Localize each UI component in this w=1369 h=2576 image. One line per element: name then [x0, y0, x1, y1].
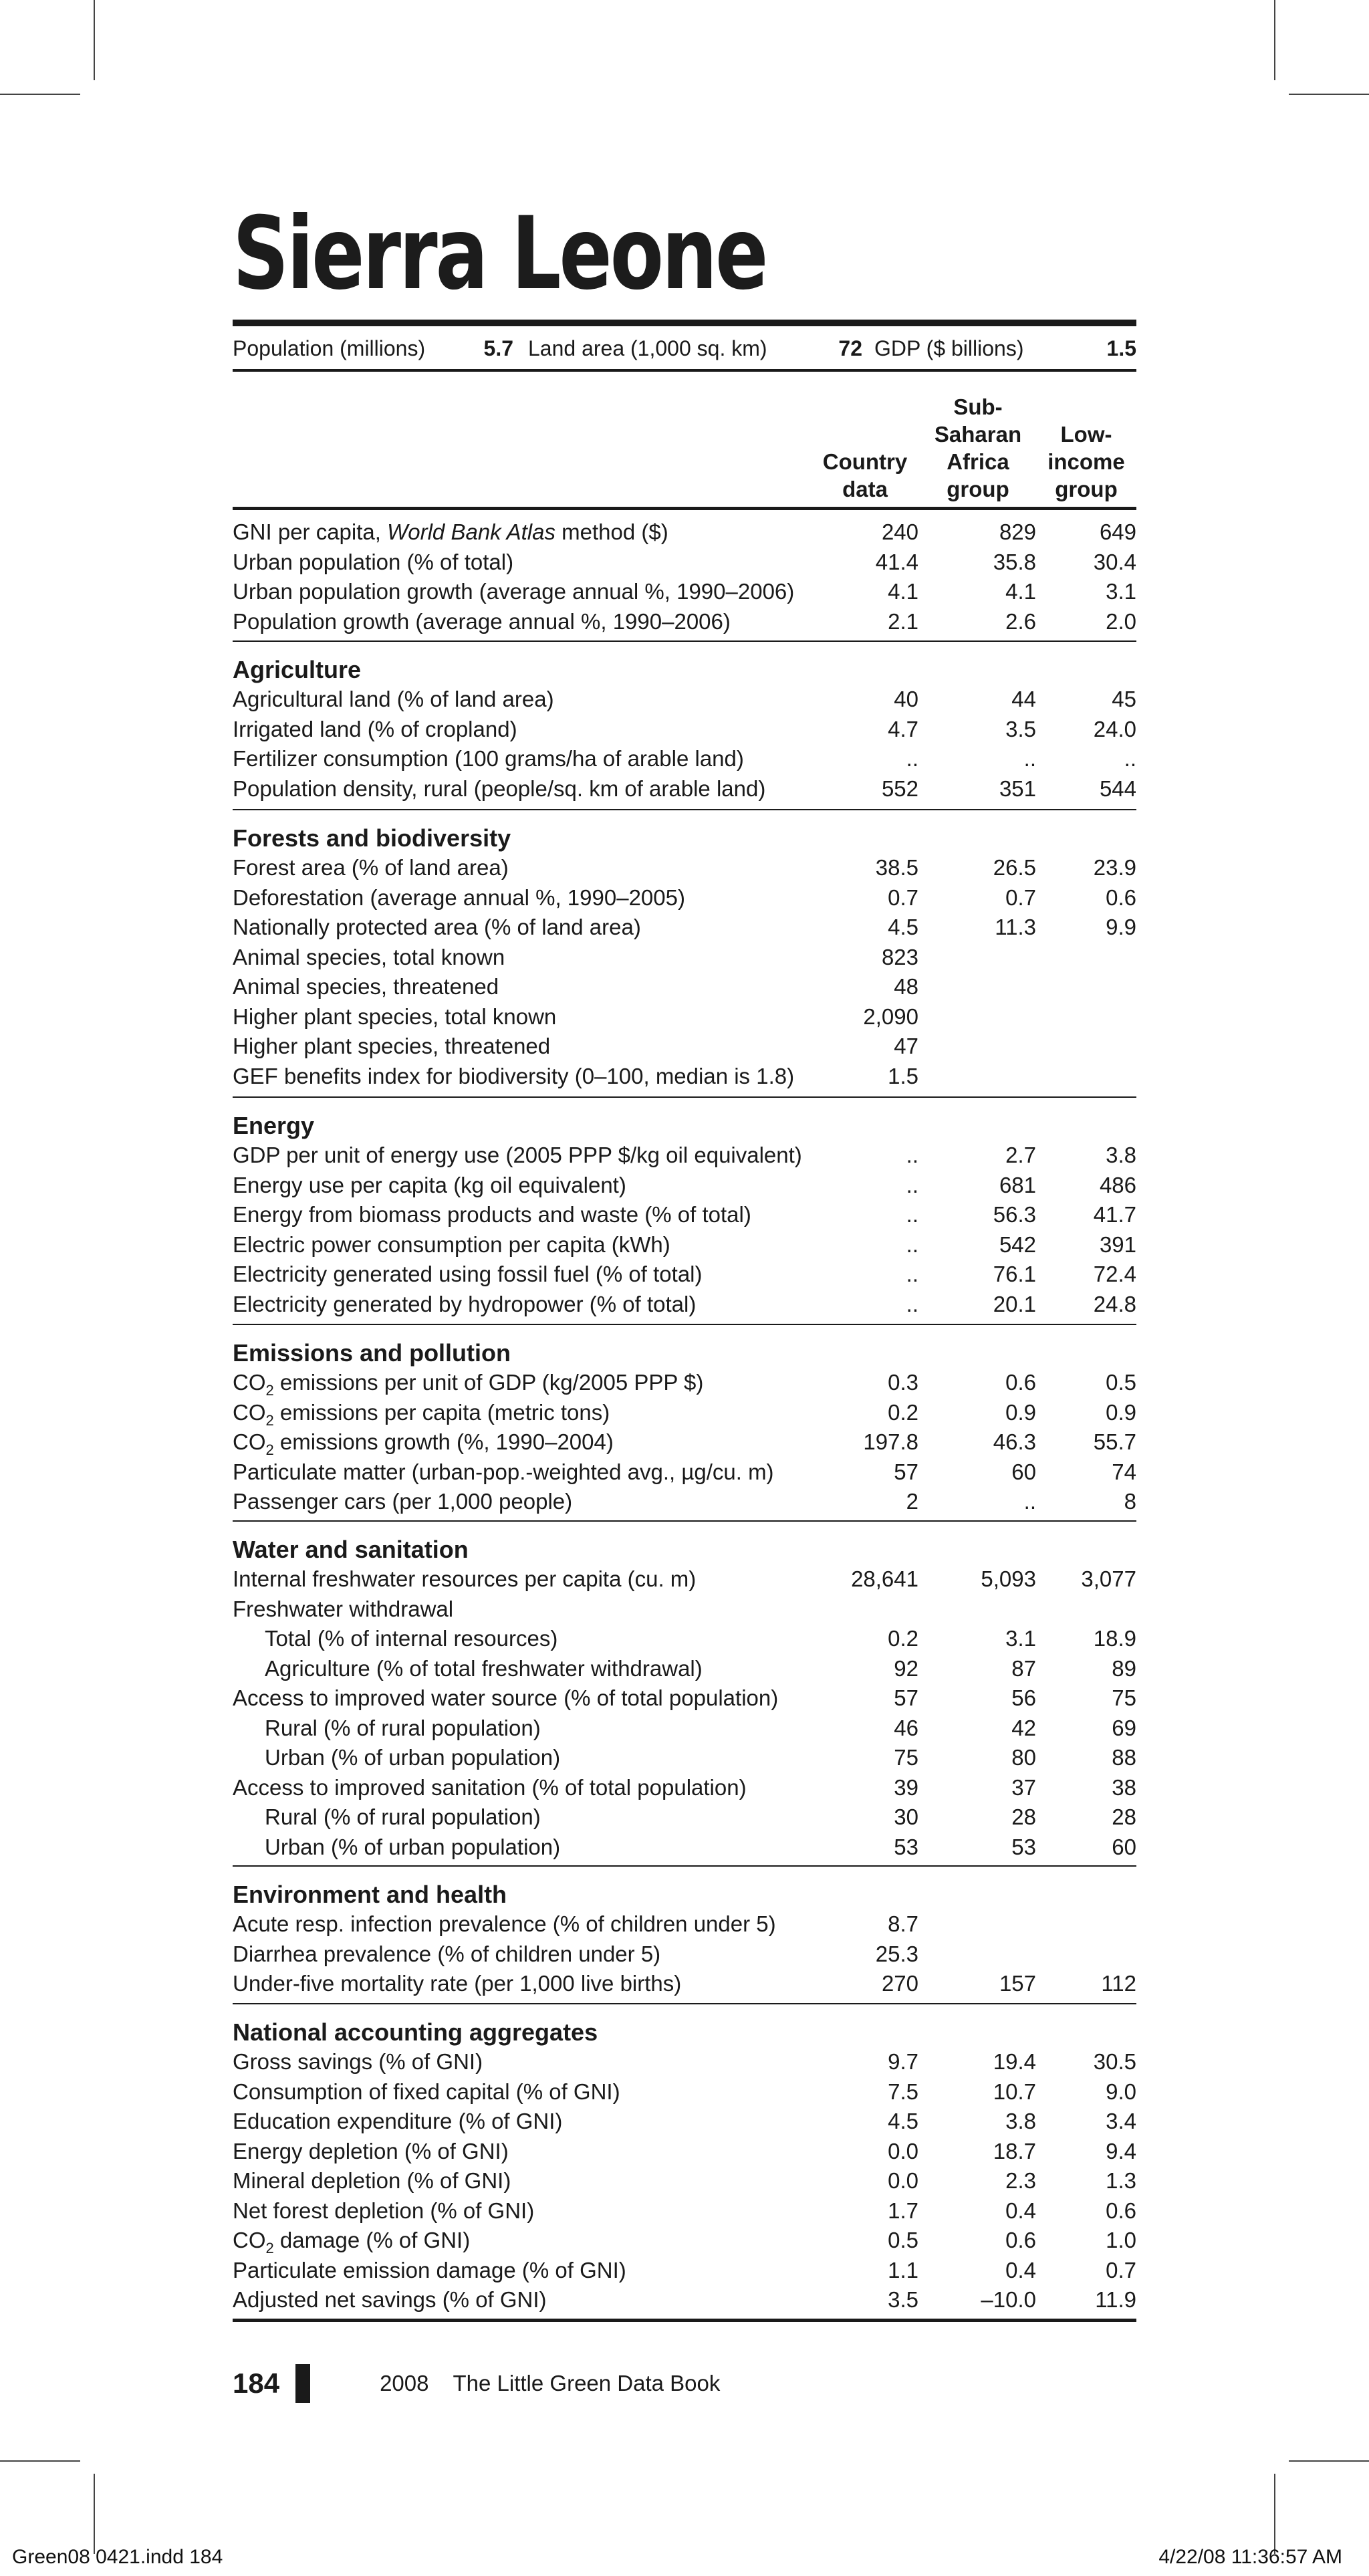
table-row: Forest area (% of land area) 38.5 26.5 23.9 — [233, 855, 1136, 880]
top-rule — [233, 320, 1136, 326]
section-title: Agriculture — [233, 656, 362, 683]
section-title: Water and sanitation — [233, 1536, 469, 1563]
section-general — [233, 517, 1136, 636]
table-row: Total (% of internal resources) 0.2 3.1 18.9 — [265, 1626, 1136, 1651]
print-slug-date: 4/22/08 11:36:57 AM — [1158, 2546, 1342, 2568]
table-row: Access to improved water source (% of total population) 57 56 75 — [233, 1685, 1136, 1710]
section-emissions — [233, 1324, 1136, 1517]
crop-mark — [1274, 2474, 1275, 2554]
table-row: Rural (% of rural population) 46 42 69 — [265, 1715, 1136, 1740]
summary-bar — [233, 329, 1136, 368]
table-row: Passenger cars (per 1,000 people) 2 .. 8 — [233, 1489, 1136, 1514]
table-row: Under-five mortality rate (per 1,000 live births) 270 157 112 — [233, 1971, 1136, 1996]
table-row: Deforestation (average annual %, 1990–2005) 0.7 0.7 0.6 — [233, 885, 1136, 910]
land-area-value: 72 — [838, 336, 862, 360]
table-row: GNI per capita, World Bank Atlas method ($) 240 829 649 — [233, 519, 1136, 544]
section-accounts — [233, 2003, 1136, 2315]
table-row: Higher plant species, threatened 47 — [233, 1034, 918, 1058]
crop-mark — [0, 94, 80, 95]
section-title: Energy — [233, 1112, 315, 1139]
table-row: Urban population growth (average annual %, 1990–2006) 4.1 4.1 3.1 — [233, 579, 1136, 604]
table-row: Higher plant species, total known 2,090 — [233, 1004, 918, 1029]
section-agriculture — [233, 640, 1136, 804]
section-forests — [233, 809, 1136, 1091]
page-footer — [233, 2360, 720, 2407]
table-row: Fertilizer consumption (100 grams/ha of arable land) .. .. .. — [233, 746, 1136, 771]
table-row: Electric power consumption per capita (kWh) .. 542 391 — [233, 1232, 1136, 1257]
section-title: Emissions and pollution — [233, 1339, 511, 1367]
table-row: Population growth (average annual %, 1990–2006) 2.1 2.6 2.0 — [233, 608, 1136, 634]
crop-mark — [1289, 94, 1369, 95]
table-row: Urban (% of urban population) 75 80 88 — [265, 1745, 1136, 1770]
table-row: Access to improved sanitation (% of total population) 39 37 38 — [233, 1774, 1136, 1800]
page-marker-bar — [295, 2364, 310, 2403]
table-row: Freshwater withdrawal — [233, 1596, 454, 1621]
table-row: Mineral depletion (% of GNI) 0.0 2.3 1.3 — [233, 2168, 1136, 2193]
header-rule — [233, 507, 1136, 510]
table-row: GEF benefits index for biodiversity (0–100, median is 1.8) 1.5 — [233, 1063, 918, 1088]
table-row: Acute resp. infection prevalence (% of children under 5) 8.7 — [233, 1911, 918, 1936]
crop-mark — [0, 2460, 80, 2462]
table-row: Animal species, total known 823 — [233, 944, 918, 969]
table-row: Nationally protected area (% of land area) 4.5 11.3 9.9 — [233, 915, 1136, 939]
table-row: Electricity generated using fossil fuel (% of total) .. 76.1 72.4 — [233, 1262, 1136, 1286]
section-water — [233, 1520, 1136, 1862]
print-slug-file: Green08 0421.indd 184 — [12, 2546, 223, 2568]
table-row: Particulate matter (urban-pop.-weighted avg., µg/cu. m) 57 60 74 — [233, 1459, 1136, 1484]
table-row: Particulate emission damage (% of GNI) 1.1 0.4 0.7 — [233, 2257, 1136, 2282]
table-row: Agriculture (% of total freshwater withdrawal) 92 87 89 — [265, 1655, 1136, 1681]
table-row: Rural (% of rural population) 30 28 28 — [265, 1804, 1136, 1829]
table-row: Animal species, threatened 48 — [233, 974, 918, 999]
population-value: 5.7 — [483, 336, 513, 360]
population-label: Population (millions) — [233, 336, 426, 360]
crop-mark — [94, 0, 95, 80]
table-row: GDP per unit of energy use (2005 PPP $/kg oil equivalent) .. 2.7 3.8 — [233, 1143, 1136, 1167]
table-row: Consumption of fixed capital (% of GNI) 7.5 10.7 9.0 — [233, 2079, 1136, 2104]
table-row: Net forest depletion (% of GNI) 1.7 0.4 0.6 — [233, 2198, 1136, 2223]
header-country-data: Country data — [822, 449, 908, 501]
bottom-rule — [233, 2319, 1136, 2322]
page-title: Sierra Leone — [233, 196, 767, 312]
table-row: Electricity generated by hydropower (% of total) .. 20.1 24.8 — [233, 1291, 1136, 1316]
gdp-label: GDP ($ billions) — [874, 336, 1024, 360]
table-row: $CO_2$ emissions growth (%, 1990–2004) 197.8 46.3 55.7 — [233, 1429, 1136, 1458]
crop-mark — [1274, 0, 1275, 80]
section-health — [233, 1865, 1136, 1999]
crop-mark — [1289, 2460, 1369, 2462]
table-row: Energy depletion (% of GNI) 0.0 18.7 9.4 — [233, 2138, 1136, 2163]
section-title: Forests and biodiversity — [233, 824, 511, 852]
table-row: Urban population (% of total) 41.4 35.8 30.4 — [233, 549, 1136, 574]
section-title: National accounting aggregates — [233, 2018, 598, 2046]
footer-book-title: The Little Green Data Book — [453, 2371, 721, 2395]
table-row: Irrigated land (% of cropland) 4.7 3.5 24.0 — [233, 716, 1136, 741]
crop-mark — [94, 2474, 95, 2554]
table-row: $CO_2$ damage (% of GNI) 0.5 0.6 1.0 — [233, 2228, 1136, 2256]
table-row: Agricultural land (% of land area) 40 44 45 — [233, 687, 1136, 711]
table-row: Energy use per capita (kg oil equivalent) .. 681 486 — [233, 1172, 1136, 1197]
land-area-label: Land area (1,000 sq. km) — [528, 336, 767, 360]
table-row: $CO_2$ emissions per unit of GDP (kg/2005 PPP $) 0.3 0.6 0.5 — [233, 1370, 1136, 1399]
section-energy — [233, 1096, 1136, 1319]
section-title: Environment and health — [233, 1881, 507, 1908]
table-row: Energy from biomass products and waste (% of total) .. 56.3 41.7 — [233, 1202, 1136, 1227]
column-headers — [233, 388, 1136, 503]
header-low-income: Low- income group — [1047, 422, 1125, 501]
summary-rule — [233, 369, 1136, 372]
page-number: 184 — [233, 2367, 280, 2399]
table-row: Population density, rural (people/sq. km of arable land) 552 351 544 — [233, 776, 1136, 801]
table-row: Urban (% of urban population) 53 53 60 — [265, 1834, 1136, 1859]
footer-year: 2008 — [380, 2371, 429, 2395]
table-row: Diarrhea prevalence (% of children under 5) 25.3 — [233, 1941, 918, 1966]
table-row: $CO_2$ emissions per capita (metric tons) 0.2 0.9 0.9 — [233, 1399, 1136, 1429]
header-sub-saharan-africa: Sub- Saharan Africa group — [934, 394, 1022, 501]
table-row: Internal freshwater resources per capita (cu. m) 28,641 5,093 3,077 — [233, 1566, 1136, 1591]
table-row: Education expenditure (% of GNI) 4.5 3.8 3.4 — [233, 2109, 1136, 2133]
table-row: Adjusted net savings (% of GNI) 3.5 –10.0 11.9 — [233, 2287, 1136, 2312]
gdp-value: 1.5 — [1106, 336, 1136, 360]
table-row: Gross savings (% of GNI) 9.7 19.4 30.5 — [233, 2049, 1136, 2074]
